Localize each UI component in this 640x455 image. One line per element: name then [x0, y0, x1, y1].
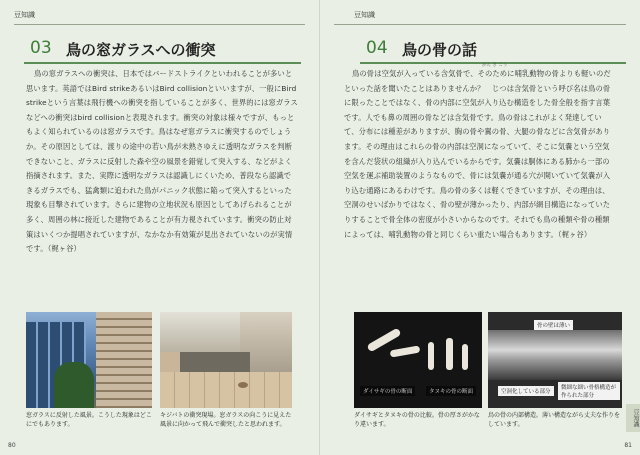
building-reflection-photo — [26, 312, 152, 408]
article-body: 鳥の窓ガラスへの衝突は、日本ではバードストライクといわれることが多いと思います。英語ではBird strikeあるいはBird collisionといいますが、一般にBird strikeという言葉は飛行機への衝突を指していることが多く、世界的には窓ガラスなどへの衝突はbird collisionと表現されます。衝突の対象は様々ですが、もっともよく知られているのは窓ガラスです。鳥はなぜ窓ガラスに衝突するのでしょうか。その原因としては、渡りの途中の若い鳥が未熟さゆえに透明なガラスを判断できないこと、ガラスに反射した森や空の風景を錯覚して突入する、などがよく指摘されます。また、実際に透明なガラスは認識しにくいため、普段なら認識できるガラスでも、猛禽類に追われた鳥がパニック状態に陥って突入するといった現象も目撃されています。さらに建物の立地状況も原因としてあげられることが多く、周囲の林に接近した建物であることが有力視されています。衝突の防止対策はいくつか提唱されていますが、なかなか有効策が見出されていないのが実情です。（梶ヶ谷） — [26, 69, 298, 254]
ruby-reading: がん き こう — [482, 63, 508, 68]
section-number: 04 — [366, 38, 388, 58]
page-number: 81 — [624, 442, 632, 449]
hollow-label: 空洞化している部分 — [498, 386, 554, 396]
page-number: 80 — [8, 442, 16, 449]
header-bar — [14, 10, 305, 25]
section-number: 03 — [30, 38, 52, 58]
photo-caption-2: キジバトの衝突現場。窓ガラスの向こうに見えた風景に向かって飛んで衝突したと思われます。 — [160, 412, 292, 428]
bone-interior-photo — [488, 312, 622, 408]
header-label: 豆知識 — [354, 11, 375, 19]
header-label: 豆知識 — [14, 11, 35, 19]
wall-label: 骨の壁は薄い — [534, 320, 573, 330]
collision-site-photo — [160, 312, 292, 408]
bones-comparison-photo — [354, 312, 482, 408]
photo-caption-4: 鳥の骨の内部構造。薄い構造ながら丈夫な作りをしています。 — [488, 412, 621, 428]
header-bar — [334, 10, 626, 25]
section-title: 鳥の窓ガラスへの衝突 — [66, 41, 216, 59]
section-heading — [360, 38, 626, 64]
side-tab: 豆知識 — [626, 404, 640, 432]
photo-caption-1: 窓ガラスに反射した風景。こうした現象はどこにでもあります。 — [26, 412, 152, 428]
bone-label-2: タヌキの骨の断面 — [426, 386, 476, 396]
section-heading — [24, 38, 301, 64]
photo-caption-3: ダイサギとタヌキの骨の比較。骨の厚さがかなり違います。 — [354, 412, 480, 428]
section-title: 鳥の骨の話 — [402, 41, 478, 59]
article-body: 鳥の骨は空気が入っている含気骨で、そのために哺乳動物の骨よりも軽いのだといった話を聞いたことはありませんか？ じつは含気骨という呼び名は鳥の骨に限ったことではなく、骨の内部に空気が入り込む構造をした骨全般を指す言葉です。人でも鼻の周囲の骨などは含気骨です。鳥の骨はこれがよく発達していて、分布には種差がありますが、胸の骨や翼の骨、大腿の骨などに含気骨があります。その理由はこれらの骨の内部は空洞になっていて、そこに気嚢という空気を含んだ袋状の組織が入り込んでいるからです。気嚢は胴体にある肺から一部の空気を運ぶ補助装置のようなもので、骨には気嚢が通る穴が開いていて気嚢が入り込む通路にあるわけです。鳥の骨の多くは軽くできていますが、その理由は、空洞のせいばかりではなく、骨の壁が薄かったり、内部が網目構造になっていたりすることで骨全体の密度が小さいからなのです。それでも鳥の種類や骨の種類によっては、哺乳動物の骨と同じくらい重たい場合もあります。（梶ヶ谷） — [344, 69, 611, 239]
mesh-label: 微細な細い骨格構造が作られた部分 — [558, 382, 620, 400]
right-page — [320, 0, 640, 455]
bone-label-1: ダイサギの骨の断面 — [360, 386, 415, 396]
